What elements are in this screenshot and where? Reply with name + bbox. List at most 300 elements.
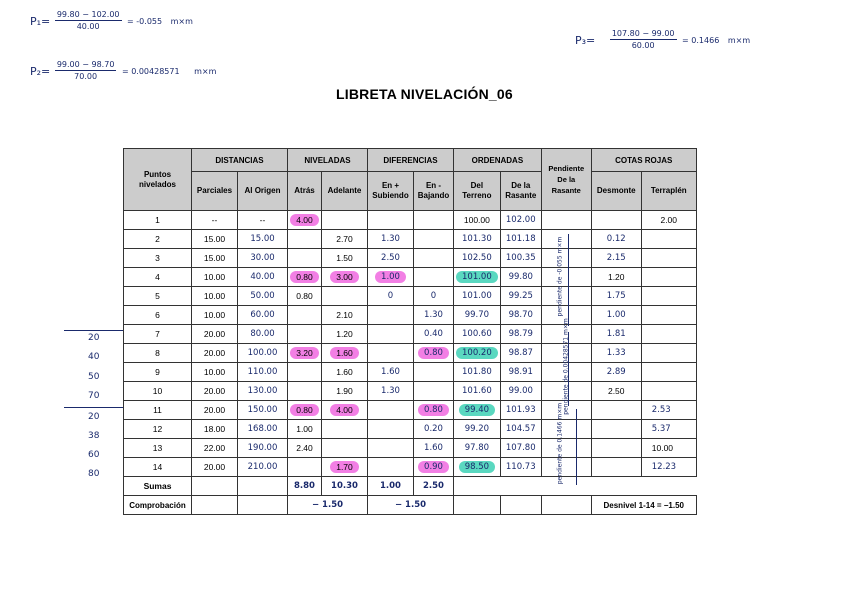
cell-value: 3.20 bbox=[290, 347, 319, 359]
cell-value: 3 bbox=[155, 253, 160, 263]
header-distancias: DISTANCIAS bbox=[192, 149, 288, 172]
cell-value: 20.00 bbox=[203, 405, 226, 415]
cell-value: 10 bbox=[152, 386, 163, 396]
cell-value: 20.00 bbox=[203, 386, 226, 396]
cell-atras bbox=[288, 420, 322, 439]
cell-baj bbox=[414, 268, 454, 287]
side-number: 38 bbox=[88, 431, 100, 441]
cell-pendiente bbox=[541, 268, 591, 287]
cell-adel bbox=[322, 211, 368, 230]
cell-desm bbox=[591, 344, 641, 363]
table-row bbox=[124, 420, 697, 439]
cell-atras bbox=[288, 211, 322, 230]
cell-baj bbox=[414, 420, 454, 439]
cell-parc bbox=[192, 382, 238, 401]
cell-orig bbox=[238, 325, 288, 344]
cell-value: 98.70 bbox=[508, 310, 533, 320]
cell-value: 20.00 bbox=[203, 348, 226, 358]
cell-value: 99.70 bbox=[464, 310, 490, 320]
cell-value: 130.00 bbox=[247, 386, 278, 396]
cell-pendiente bbox=[541, 439, 591, 458]
cell-ras bbox=[500, 401, 541, 420]
cell-value: 5.37 bbox=[651, 424, 671, 434]
cell-value: 110.73 bbox=[505, 462, 536, 472]
cell-pt bbox=[124, 230, 192, 249]
cell-value: 9 bbox=[155, 367, 160, 377]
cell-adel bbox=[322, 268, 368, 287]
cell-desm bbox=[591, 363, 641, 382]
cell-value: 20.00 bbox=[203, 462, 226, 472]
cell-value: 101.18 bbox=[505, 234, 536, 244]
cell-value: 18.00 bbox=[203, 424, 226, 434]
sumas-label: Sumas bbox=[124, 477, 192, 496]
formula-p2: P₂= $\frac{99.00 - 98.70}{70.00}$ = 0.00428571 m×m bbox=[30, 60, 217, 81]
cell-value: 14 bbox=[152, 462, 163, 472]
cell-terr bbox=[454, 382, 501, 401]
cell-value: 98.50 bbox=[459, 461, 495, 473]
table-row bbox=[124, 382, 697, 401]
cell-orig bbox=[238, 211, 288, 230]
cell-terra bbox=[641, 230, 696, 249]
cell-terr bbox=[454, 458, 501, 477]
cell-parc bbox=[192, 268, 238, 287]
leveling-table bbox=[123, 148, 697, 515]
cell-orig bbox=[238, 363, 288, 382]
cell-atras bbox=[288, 249, 322, 268]
cell-pt bbox=[124, 439, 192, 458]
cell-value: 101.80 bbox=[462, 367, 492, 377]
cell-baj bbox=[414, 344, 454, 363]
cell-orig bbox=[238, 458, 288, 477]
table-row bbox=[124, 363, 697, 382]
cell-sub bbox=[368, 211, 414, 230]
cell-pt bbox=[124, 344, 192, 363]
sum-subiendo: 1.00 bbox=[368, 477, 414, 496]
cell-terr bbox=[454, 230, 501, 249]
cell-orig bbox=[238, 230, 288, 249]
cell-value: 104.57 bbox=[505, 424, 536, 434]
cell-value: 0.20 bbox=[424, 424, 443, 434]
cell-terra bbox=[641, 344, 696, 363]
cell-value: -- bbox=[211, 215, 218, 225]
cell-sub bbox=[368, 344, 414, 363]
cell-adel bbox=[322, 287, 368, 306]
cell-pendiente bbox=[541, 420, 591, 439]
cell-pendiente bbox=[541, 458, 591, 477]
cell-value: 4.00 bbox=[290, 214, 319, 226]
cell-value: 1.81 bbox=[606, 329, 626, 339]
cell-value: 15.00 bbox=[203, 234, 226, 244]
cell-value: 1.75 bbox=[606, 291, 626, 301]
cell-value: 30.00 bbox=[250, 253, 275, 263]
cell-terra bbox=[641, 249, 696, 268]
cell-terra bbox=[641, 325, 696, 344]
table-row bbox=[124, 230, 697, 249]
cell-pt bbox=[124, 249, 192, 268]
cell-value: 210.00 bbox=[247, 462, 278, 472]
cell-value: 1.20 bbox=[336, 329, 353, 339]
formula-p3: P₃= $\frac{107.80 - 99.00}{60.00}$ = 0.1466 m×m bbox=[575, 29, 751, 50]
cell-adel bbox=[322, 420, 368, 439]
cell-value: 99.00 bbox=[508, 386, 533, 396]
cell-terr bbox=[454, 401, 501, 420]
cell-ras bbox=[500, 325, 541, 344]
cell-value: 2.89 bbox=[606, 367, 626, 377]
cell-terr bbox=[454, 211, 501, 230]
header-puntos: Puntos nivelados bbox=[124, 149, 192, 211]
cell-sub bbox=[368, 439, 414, 458]
cell-adel bbox=[322, 382, 368, 401]
cell-atras bbox=[288, 401, 322, 420]
cell-value: 100.35 bbox=[505, 253, 536, 263]
cell-value: 2 bbox=[155, 234, 160, 244]
cell-baj bbox=[414, 230, 454, 249]
cell-ras bbox=[500, 230, 541, 249]
cell-value: 2.00 bbox=[660, 215, 678, 225]
sum-atras: 8.80 bbox=[288, 477, 322, 496]
cell-value: 101.00 bbox=[462, 291, 492, 301]
cell-value: 98.91 bbox=[508, 367, 533, 377]
comprobacion-row bbox=[124, 496, 697, 515]
side-number: 20 bbox=[88, 333, 100, 343]
cell-value: 101.30 bbox=[462, 234, 492, 244]
cell-atras bbox=[288, 382, 322, 401]
cell-ras bbox=[500, 458, 541, 477]
cell-value: 107.80 bbox=[505, 443, 536, 453]
cell-value: 4.00 bbox=[330, 404, 359, 416]
cell-value: 50.00 bbox=[250, 291, 275, 301]
slope-note-2: pendiente de 0.00428571 m×m bbox=[562, 318, 570, 415]
slope-arrow bbox=[576, 409, 577, 485]
cell-baj bbox=[414, 458, 454, 477]
header-terraplen: Terraplén bbox=[641, 172, 696, 211]
cell-value: 0.80 bbox=[290, 404, 319, 416]
comprobacion-label: Comprobación bbox=[124, 496, 192, 515]
cell-parc bbox=[192, 211, 238, 230]
cell-value: 100.00 bbox=[247, 348, 278, 358]
cell-desm bbox=[591, 268, 641, 287]
cell-value: 102.50 bbox=[462, 253, 492, 263]
cell-value: 1.70 bbox=[330, 461, 359, 473]
cell-adel bbox=[322, 249, 368, 268]
cell-desm bbox=[591, 420, 641, 439]
cell-value: 3.00 bbox=[330, 271, 359, 283]
cell-sub bbox=[368, 401, 414, 420]
cell-value: 1.60 bbox=[381, 367, 400, 377]
cell-value: 100.60 bbox=[462, 329, 492, 339]
cell-parc bbox=[192, 344, 238, 363]
cell-terr bbox=[454, 306, 501, 325]
cell-sub bbox=[368, 382, 414, 401]
table-row bbox=[124, 268, 697, 287]
cell-pt bbox=[124, 268, 192, 287]
cell-terr bbox=[454, 344, 501, 363]
cell-value: 110.00 bbox=[247, 367, 278, 377]
cell-terr bbox=[454, 325, 501, 344]
cell-ras bbox=[500, 249, 541, 268]
cell-desm bbox=[591, 287, 641, 306]
cell-terra bbox=[641, 382, 696, 401]
cell-terr bbox=[454, 249, 501, 268]
table-row bbox=[124, 401, 697, 420]
cell-value: 1.60 bbox=[424, 443, 443, 453]
header-pendiente: Pendiente De la Rasante bbox=[541, 149, 591, 211]
cell-sub bbox=[368, 230, 414, 249]
cell-pt bbox=[124, 382, 192, 401]
cell-atras bbox=[288, 344, 322, 363]
cell-orig bbox=[238, 439, 288, 458]
cell-orig bbox=[238, 287, 288, 306]
cell-value: 190.00 bbox=[247, 443, 278, 453]
cell-baj bbox=[414, 363, 454, 382]
header-al-origen: Al Origen bbox=[238, 172, 288, 211]
cell-orig bbox=[238, 249, 288, 268]
cell-value: 10.00 bbox=[203, 310, 226, 320]
cell-value: 10.00 bbox=[651, 443, 674, 453]
cell-value: 0.90 bbox=[418, 461, 449, 473]
cell-value: 4 bbox=[155, 272, 160, 282]
cell-baj bbox=[414, 325, 454, 344]
cell-value: 99.25 bbox=[508, 291, 533, 301]
cell-value: 0.12 bbox=[606, 234, 626, 244]
cell-adel bbox=[322, 344, 368, 363]
cell-pendiente bbox=[541, 211, 591, 230]
cell-value: -- bbox=[259, 215, 266, 225]
table-row bbox=[124, 458, 697, 477]
header-de-la-rasante: De la Rasante bbox=[500, 172, 541, 211]
side-divider-bottom bbox=[64, 407, 123, 408]
page-title: LIBRETA NIVELACIÓN_06 bbox=[336, 86, 513, 102]
cell-value: 1.60 bbox=[330, 347, 359, 359]
cell-baj bbox=[414, 287, 454, 306]
header-diferencias: DIFERENCIAS bbox=[368, 149, 454, 172]
cell-value: 0.40 bbox=[424, 329, 443, 339]
cell-value: 0 bbox=[430, 291, 437, 301]
cell-value: 150.00 bbox=[247, 405, 278, 415]
cell-desm bbox=[591, 458, 641, 477]
cell-atras bbox=[288, 268, 322, 287]
cell-sub bbox=[368, 249, 414, 268]
cell-value: 0 bbox=[387, 291, 394, 301]
cell-baj bbox=[414, 401, 454, 420]
header-en-bajando: En - Bajando bbox=[414, 172, 454, 211]
cell-value: 168.00 bbox=[247, 424, 278, 434]
cell-value: 1 bbox=[155, 215, 160, 225]
cell-terra bbox=[641, 458, 696, 477]
cell-atras bbox=[288, 287, 322, 306]
cell-pt bbox=[124, 458, 192, 477]
cell-value: 10.00 bbox=[203, 272, 226, 282]
cell-parc bbox=[192, 363, 238, 382]
cell-terra bbox=[641, 439, 696, 458]
cell-baj bbox=[414, 439, 454, 458]
cell-terra bbox=[641, 211, 696, 230]
cell-terra bbox=[641, 401, 696, 420]
table-row bbox=[124, 211, 697, 230]
cell-adel bbox=[322, 439, 368, 458]
cell-parc bbox=[192, 325, 238, 344]
cell-ras bbox=[500, 382, 541, 401]
cell-value: 99.20 bbox=[464, 424, 490, 434]
cell-adel bbox=[322, 325, 368, 344]
cell-value: 0.80 bbox=[418, 347, 449, 359]
cell-desm bbox=[591, 401, 641, 420]
cell-value: 0.80 bbox=[296, 291, 313, 301]
cell-value: 2.15 bbox=[606, 253, 626, 263]
cell-sub bbox=[368, 420, 414, 439]
cell-value: 12 bbox=[152, 424, 163, 434]
cell-value: 98.79 bbox=[508, 329, 533, 339]
header-cotas: COTAS ROJAS bbox=[591, 149, 696, 172]
cell-value: 2.50 bbox=[607, 386, 625, 396]
cell-desm bbox=[591, 230, 641, 249]
cell-orig bbox=[238, 306, 288, 325]
cell-value: 7 bbox=[155, 329, 160, 339]
cell-orig bbox=[238, 268, 288, 287]
cell-value: 0.80 bbox=[418, 404, 449, 416]
cell-sub bbox=[368, 306, 414, 325]
cell-value: 1.00 bbox=[375, 271, 406, 283]
cell-value: 6 bbox=[155, 310, 160, 320]
cell-ras bbox=[500, 287, 541, 306]
cell-sub bbox=[368, 363, 414, 382]
cell-atras bbox=[288, 363, 322, 382]
header-parciales: Parciales bbox=[192, 172, 238, 211]
cell-pendiente bbox=[541, 287, 591, 306]
header-atras: Atrás bbox=[288, 172, 322, 211]
cell-terra bbox=[641, 420, 696, 439]
slope-note-3: pendiente de 0.1466 m×m bbox=[556, 402, 564, 485]
cell-orig bbox=[238, 420, 288, 439]
cell-pt bbox=[124, 211, 192, 230]
cell-ras bbox=[500, 211, 541, 230]
cell-atras bbox=[288, 230, 322, 249]
cell-terra bbox=[641, 287, 696, 306]
cell-terra bbox=[641, 268, 696, 287]
cell-adel bbox=[322, 458, 368, 477]
cell-value: 1.00 bbox=[606, 310, 626, 320]
cell-pt bbox=[124, 401, 192, 420]
cell-desm bbox=[591, 249, 641, 268]
sumas-row bbox=[124, 477, 697, 496]
cell-ras bbox=[500, 420, 541, 439]
cell-adel bbox=[322, 363, 368, 382]
table-row bbox=[124, 249, 697, 268]
header-en-subiendo: En + Subiendo bbox=[368, 172, 414, 211]
table-row bbox=[124, 306, 697, 325]
cell-value: 2.10 bbox=[336, 310, 353, 320]
header-niveladas: NIVELADAS bbox=[288, 149, 368, 172]
cell-ras bbox=[500, 363, 541, 382]
cell-value: 1.30 bbox=[381, 234, 400, 244]
cell-value: 12.23 bbox=[651, 462, 677, 472]
cell-value: 101.60 bbox=[462, 386, 492, 396]
formula-p1: P₁= $\frac{99.80 - 102.00}{40.00}$ = -0.055 m×m bbox=[30, 10, 193, 31]
cell-value: 100.20 bbox=[456, 347, 498, 359]
cell-value: 40.00 bbox=[250, 272, 275, 282]
cell-value: 2.53 bbox=[651, 405, 671, 415]
cell-terra bbox=[641, 306, 696, 325]
cell-baj bbox=[414, 211, 454, 230]
comprobacion-niveladas: − 1.50 bbox=[288, 496, 368, 515]
cell-pt bbox=[124, 363, 192, 382]
cell-value: 2.70 bbox=[336, 234, 353, 244]
cell-value: 5 bbox=[155, 291, 160, 301]
cell-value: 1.33 bbox=[606, 348, 626, 358]
side-number: 70 bbox=[88, 391, 100, 401]
cell-value: 11 bbox=[153, 405, 162, 415]
cell-baj bbox=[414, 249, 454, 268]
side-number: 80 bbox=[88, 469, 100, 479]
cell-value: 1.30 bbox=[424, 310, 443, 320]
cell-value: 1.30 bbox=[381, 386, 400, 396]
cell-terr bbox=[454, 268, 501, 287]
cell-sub bbox=[368, 268, 414, 287]
cell-value: 102.00 bbox=[505, 215, 536, 225]
table-row bbox=[124, 325, 697, 344]
cell-value: 2.40 bbox=[296, 443, 313, 453]
header-ordenadas: ORDENADAS bbox=[454, 149, 542, 172]
cell-adel bbox=[322, 230, 368, 249]
side-number: 40 bbox=[88, 352, 100, 362]
sum-bajando: 2.50 bbox=[414, 477, 454, 496]
cell-parc bbox=[192, 401, 238, 420]
side-number: 20 bbox=[88, 412, 100, 422]
cell-value: 2.50 bbox=[381, 253, 400, 263]
cell-value: 8 bbox=[155, 348, 160, 358]
cell-atras bbox=[288, 439, 322, 458]
cell-value: 13 bbox=[152, 443, 163, 453]
side-number: 60 bbox=[88, 450, 100, 460]
cell-value: 0.80 bbox=[290, 271, 319, 283]
cell-value: 101.00 bbox=[456, 271, 498, 283]
cell-atras bbox=[288, 306, 322, 325]
cell-sub bbox=[368, 458, 414, 477]
slope-arrow bbox=[568, 234, 569, 326]
cell-atras bbox=[288, 458, 322, 477]
cell-value: 60.00 bbox=[250, 310, 275, 320]
cell-ras bbox=[500, 306, 541, 325]
table-row bbox=[124, 439, 697, 458]
cell-value: 97.80 bbox=[464, 443, 490, 453]
cell-atras bbox=[288, 325, 322, 344]
cell-pendiente bbox=[541, 249, 591, 268]
cell-value: 80.00 bbox=[250, 329, 275, 339]
cell-value: 99.40 bbox=[459, 404, 495, 416]
comprobacion-diferencias: − 1.50 bbox=[368, 496, 454, 515]
cell-sub bbox=[368, 287, 414, 306]
cell-value: 10.00 bbox=[203, 291, 226, 301]
cell-value: 22.00 bbox=[203, 443, 226, 453]
cell-parc bbox=[192, 249, 238, 268]
cell-terr bbox=[454, 439, 501, 458]
cell-desm bbox=[591, 439, 641, 458]
cell-orig bbox=[238, 344, 288, 363]
cell-sub bbox=[368, 325, 414, 344]
cell-value: 15.00 bbox=[203, 253, 226, 263]
cell-terr bbox=[454, 287, 501, 306]
side-number: 50 bbox=[88, 372, 100, 382]
cell-desm bbox=[591, 382, 641, 401]
cell-terr bbox=[454, 363, 501, 382]
slope-note-1: pendiente de -0.055 m×m bbox=[556, 236, 564, 317]
cell-adel bbox=[322, 306, 368, 325]
cell-value: 101.93 bbox=[505, 405, 536, 415]
table-row bbox=[124, 344, 697, 363]
cell-pt bbox=[124, 420, 192, 439]
cell-pt bbox=[124, 287, 192, 306]
cell-value: 1.20 bbox=[607, 272, 625, 282]
